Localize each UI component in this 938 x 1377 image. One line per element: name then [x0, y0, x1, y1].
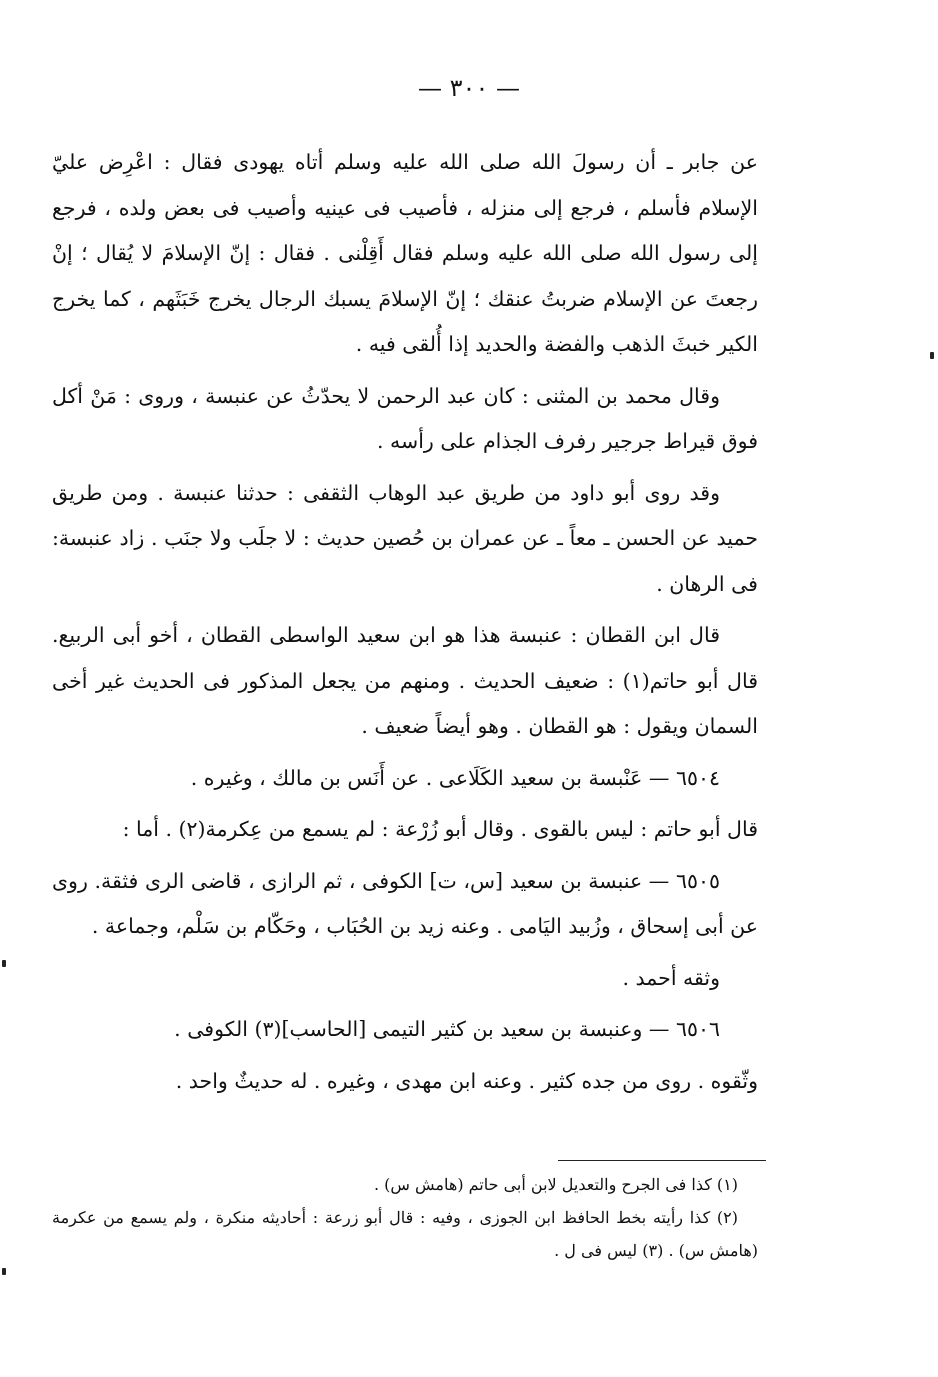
margin-mark: [2, 960, 6, 967]
paragraph-abu-dawud: وقد روى أبو داود من طريق عبد الوهاب الثقفى : حدثنا عنبسة . ومن طريق حميد عن الحسن ـ معاً ـ عن عمران بن حُصين حديث : لا جلَب ولا جنَب . زاد عنبسة: فى الرهان .: [52, 480, 758, 596]
paragraph-ibn-qattan: قال ابن القطان : عنبسة هذا هو ابن سعيد الواسطى القطان ، أخو أبى الربيع. قال أبو حاتم(١) : ضعيف الحديث . ومنهم من يجعل المذكور فى الحديث غير أخى السمان ويقول : هو القطان . وهو أيضاً ضعيف .: [52, 623, 758, 738]
entry-6504: ٦٥٠٤ — عَنْبسة بن سعيد الكَلَاعى . عن أَنَس بن مالك ، وغيره .: [190, 765, 720, 790]
footnote-2-3: (٢) كذا رأيته بخط الحافظ ابن الجوزى ، وفيه : قال أبو زرعة : أحاديثه منكرة ، ولم يسمع من عكرمة (هامش س) . (٣) ليس فى ل .: [52, 1208, 758, 1260]
paragraph-ahmad: وثقه أحمد .: [622, 965, 720, 990]
paragraph-ibn-muthanna: وقال محمد بن المثنى : كان عبد الرحمن لا يحدّثُ عن عنبسة ، وروى : مَنْ أكل فوق قيراط جرجير رفرف الجذام على رأسه .: [52, 383, 758, 453]
entry-6506: ٦٥٠٦ — وعنبسة بن سعيد بن كثير التيمى [الحاسب](٣) الكوفى .: [174, 1017, 720, 1041]
entry-6505: ٦٥٠٥ — عنبسة بن سعيد [س، ت] الكوفى ، ثم الرازى ، قاضى الرى فثقة. روى عن أبى إسحاق ، وزُبيد اليَامى . وعنه زيد بن الحُبَاب ، وحَكّام بن سَلْم، وجماعة .: [52, 868, 758, 938]
margin-mark: [930, 352, 934, 359]
paragraph-abu-hatim: قال أبو حاتم : ليس بالقوى . وقال أبو زُرْعة : لم يسمع من عِكرمة(٢) . أما :: [122, 817, 758, 841]
margin-mark: [2, 1268, 6, 1275]
footnote-divider: [558, 1160, 766, 1161]
page-number: — ٣٠٠ —: [418, 74, 520, 102]
paragraph-wathaquhu: وثّقوه . روى من جده كثير . وعنه ابن مهدى ، وغيره . له حديثٌ واحد .: [175, 1068, 758, 1093]
footnote-1: (١) كذا فى الجرح والتعديل لابن أبى حاتم (هامش س) .: [374, 1175, 738, 1194]
paragraph-hadith: عن جابر ـ أن رسولَ الله صلى الله عليه وسلم أتاه يهودى فقال : اعْرِض عليّ الإسلام فأسلم ، فرجع إلى منزله ، فأصيب فى عينيه وأصيب فى بعض ولده ، فرجع إلى رسول الله صلى الله عليه وسلم فقال أَقِلْنى . فقال : إنّ الإسلامَ لا يُقال ؛ إنْ رجعتَ عن الإسلام ضربتُ عنقك ؛ إنّ الإسلامَ يسبك الرجال يخرج خَبَثَهم ، كما يخرج الكير خبثَ الذهب والفضة والحديد إذا أُلقى فيه .: [52, 150, 758, 356]
footnotes: [52, 1168, 758, 1267]
main-text: [52, 140, 758, 1110]
